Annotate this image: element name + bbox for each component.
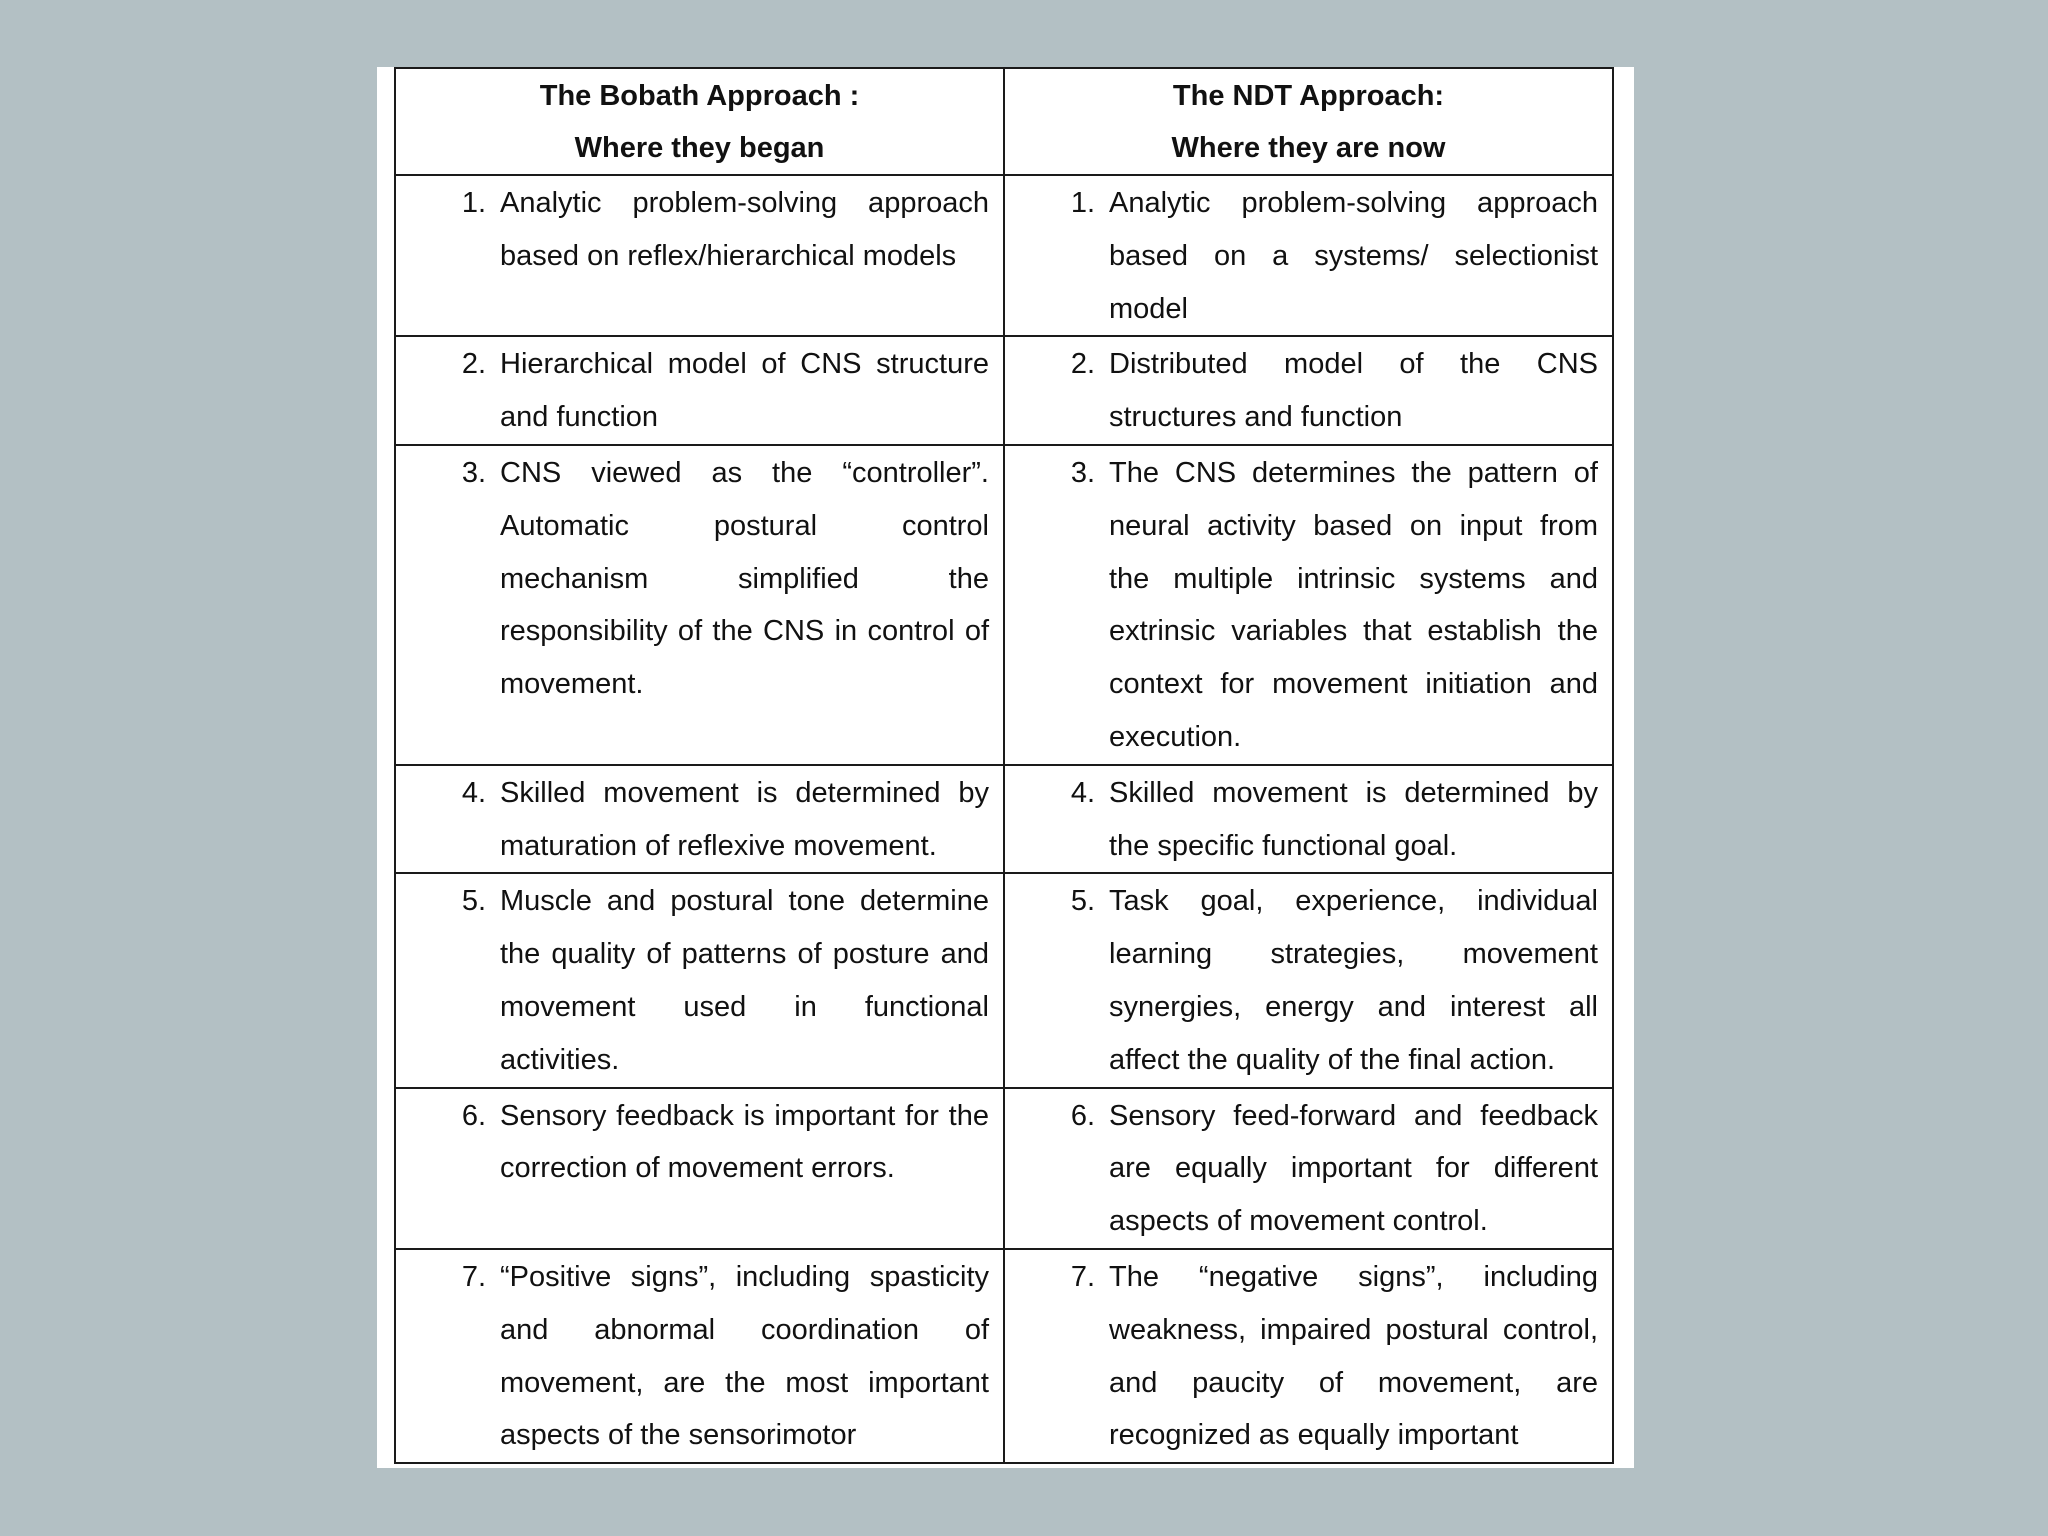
item-text: The CNS determines the pattern of neural activity based on input from the multiple intrinsic systems and extrinsic variables that establish the context for movement initiation and execution.: [1109, 456, 1598, 753]
item-text: Sensory feed-forward and feedback are equally important for different aspects of movement control.: [1109, 1099, 1598, 1238]
item-text: Hierarchical model of CNS structure and function: [500, 348, 989, 434]
header-bobath-title: The Bobath Approach :: [539, 80, 860, 112]
table-row: [395, 445, 1613, 765]
item-number: 6.: [461, 1099, 486, 1132]
item-number: 7.: [461, 1260, 486, 1293]
item-number: 5.: [461, 885, 486, 918]
item-number: 3.: [1070, 456, 1095, 489]
document-page: [377, 67, 1634, 1468]
ndt-cell: [1004, 1088, 1613, 1249]
header-bobath: [395, 68, 1004, 175]
bobath-cell: [395, 175, 1004, 336]
comparison-table: [394, 67, 1614, 1464]
item-number: 4.: [461, 776, 486, 809]
item-number: 6.: [1070, 1099, 1095, 1132]
item-number: 7.: [1070, 1260, 1095, 1293]
item-number: 2.: [461, 348, 486, 381]
table-row: [395, 336, 1613, 445]
bobath-cell: [395, 873, 1004, 1087]
item-number: 3.: [461, 456, 486, 489]
table-row: [395, 1249, 1613, 1463]
header-row: [395, 68, 1613, 175]
ndt-cell: [1004, 873, 1613, 1087]
table-row: [395, 1088, 1613, 1249]
item-text: Sensory feedback is important for the correction of movement errors.: [500, 1099, 989, 1185]
item-number: 1.: [461, 187, 486, 219]
header-ndt-title: The NDT Approach:: [1172, 80, 1445, 112]
bobath-cell: [395, 445, 1004, 765]
item-text: Analytic problem-solving approach based on reflex/hierarchical models: [500, 187, 989, 272]
bobath-cell: [395, 1249, 1004, 1463]
ndt-cell: [1004, 445, 1613, 765]
bobath-cell: [395, 765, 1004, 874]
item-number: 1.: [1070, 187, 1095, 219]
table-row: [395, 765, 1613, 874]
item-number: 5.: [1070, 885, 1095, 918]
item-text: The “negative signs”, including weakness, impaired postural control, and paucity of movement, are recognized as equally important: [1109, 1260, 1598, 1452]
item-text: CNS viewed as the “controller”. Automatic postural control mechanism simplified the responsibility of the CNS in control of movement.: [500, 456, 989, 701]
bobath-cell: [395, 336, 1004, 445]
item-text: Skilled movement is determined by maturation of reflexive movement.: [500, 776, 989, 862]
table-row: [395, 175, 1613, 336]
item-number: 2.: [1070, 348, 1095, 381]
item-text: Muscle and postural tone determine the quality of patterns of posture and movement used in functional activities.: [500, 885, 989, 1076]
table-row: [395, 873, 1613, 1087]
ndt-cell: [1004, 175, 1613, 336]
ndt-cell: [1004, 1249, 1613, 1463]
header-ndt-subtitle: Where they are now: [1171, 132, 1446, 164]
bobath-cell: [395, 1088, 1004, 1249]
header-ndt: [1004, 68, 1613, 175]
ndt-cell: [1004, 765, 1613, 874]
item-text: Distributed model of the CNS structures and function: [1109, 348, 1598, 434]
ndt-cell: [1004, 336, 1613, 445]
item-text: Task goal, experience, individual learning strategies, movement synergies, energy and interest all affect the quality of the final action.: [1109, 885, 1598, 1076]
item-text: Analytic problem-solving approach based on a systems/ selectionist model: [1109, 187, 1598, 325]
item-text: “Positive signs”, including spasticity and abnormal coordination of movement, are the most important aspects of the sensorimotor: [500, 1260, 989, 1452]
item-number: 4.: [1070, 776, 1095, 809]
item-text: Skilled movement is determined by the specific functional goal.: [1109, 776, 1598, 862]
header-bobath-subtitle: Where they began: [574, 132, 825, 164]
